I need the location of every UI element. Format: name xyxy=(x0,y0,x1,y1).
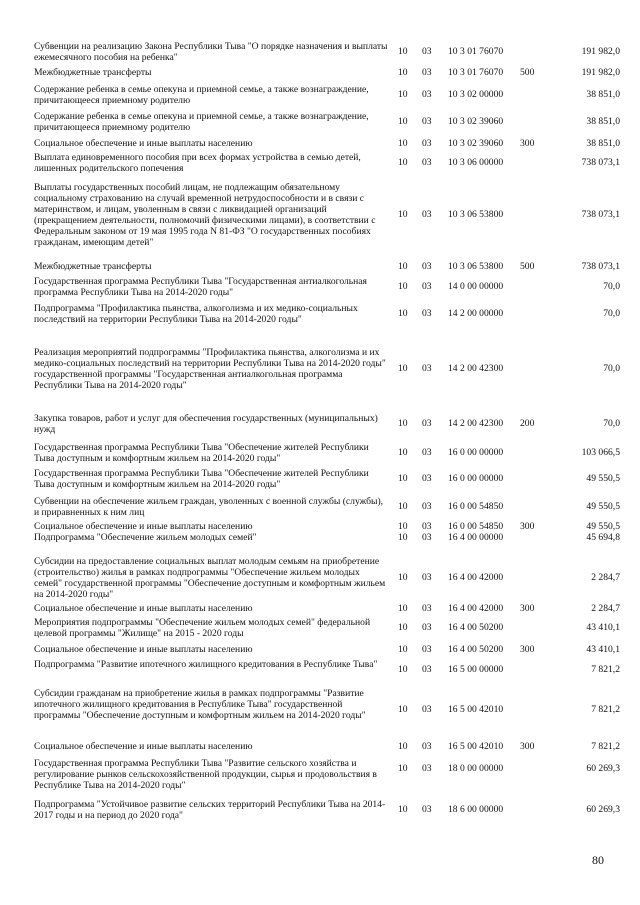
section-code: 10 xyxy=(398,622,408,633)
section-code: 10 xyxy=(398,116,408,127)
target-article-code: 10 3 02 39060 xyxy=(448,116,504,127)
amount-value: 2 284,7 xyxy=(591,603,620,614)
row-description: Выплата единовременного пособия при всех формах устройства в семью детей, лишенных родительского попечения xyxy=(34,152,361,174)
subsection-code: 03 xyxy=(422,644,432,655)
target-article-code: 16 4 00 00000 xyxy=(448,532,504,543)
section-code: 10 xyxy=(398,804,408,815)
subsection-code: 03 xyxy=(422,138,432,149)
amount-value: 49 550,5 xyxy=(586,473,620,484)
amount-value: 191 982,0 xyxy=(581,67,620,78)
subsection-code: 03 xyxy=(422,261,432,272)
subsection-code: 03 xyxy=(422,501,432,512)
target-article-code: 16 4 00 50200 xyxy=(448,622,504,633)
amount-value: 7 821,2 xyxy=(591,741,620,752)
row-description: Содержание ребенка в семье опекуна и приемной семье, а также вознаграждение, причитающееся приемному родителю xyxy=(34,111,369,133)
target-article-code: 10 3 01 76070 xyxy=(448,46,504,57)
target-article-code: 10 3 02 00000 xyxy=(448,89,504,100)
expense-type-code: 300 xyxy=(520,138,535,149)
amount-value: 45 694,8 xyxy=(586,532,620,543)
row-description: Межбюджетные трансферты xyxy=(34,261,152,272)
amount-value: 38 851,0 xyxy=(586,116,620,127)
row-description: Подпрограмма "Развитие ипотечного жилищного кредитования в Республике Тыва" xyxy=(34,659,378,670)
row-description: Субсидии на предоставление социальных выплат молодым семьям на приобретение (строительство) жилья в рамках подпрограммы "Обеспечение жильем молодых семей" государственной программы "Обеспечение доступным и комфортным жильем на 2014-2020 годы" xyxy=(34,556,386,600)
section-code: 10 xyxy=(398,447,408,458)
amount-value: 2 284,7 xyxy=(591,572,620,583)
row-description: Выплаты государственных пособий лицам, не подлежащим обязательному социальному страхованию на случай временной нетрудоспособности и в связи с материнством, и лицам, уволенным в связи с ликвидацией организаций (прекращением деятельности, полномочий физическими лицами), в соответствии с Федеральным законом от 19 мая 1995 года N 81-ФЗ "О государственных пособиях гражданам, имеющим детей" xyxy=(34,182,376,248)
row-description: Реализация мероприятий подпрограммы "Профилактика пьянства, алкоголизма и их медико-социальных последствий на территории Республики Тыва на 2014-2020 годы" государственной программы "Государственная антиалкогольная программа Республики Тыва на 2014-2020 годы" xyxy=(34,347,386,391)
amount-value: 38 851,0 xyxy=(586,89,620,100)
amount-value: 60 269,3 xyxy=(586,804,620,815)
subsection-code: 03 xyxy=(422,804,432,815)
section-code: 10 xyxy=(398,261,408,272)
target-article-code: 14 2 00 42300 xyxy=(448,418,504,429)
section-code: 10 xyxy=(398,664,408,675)
subsection-code: 03 xyxy=(422,603,432,614)
target-article-code: 14 0 00 00000 xyxy=(448,281,504,292)
subsection-code: 03 xyxy=(422,116,432,127)
amount-value: 103 066,5 xyxy=(581,447,620,458)
section-code: 10 xyxy=(398,763,408,774)
target-article-code: 10 3 06 53800 xyxy=(448,209,504,220)
row-description: Подпрограмма "Обеспечение жильем молодых семей" xyxy=(34,532,257,543)
amount-value: 70,0 xyxy=(603,308,620,319)
target-article-code: 10 3 06 53800 xyxy=(448,261,504,272)
target-article-code: 10 3 01 76070 xyxy=(448,67,504,78)
expense-type-code: 500 xyxy=(520,261,535,272)
section-code: 10 xyxy=(398,532,408,543)
row-description: Социальное обеспечение и иные выплаты населению xyxy=(34,521,253,532)
section-code: 10 xyxy=(398,704,408,715)
row-description: Государственная программа Республики Тыва "Обеспечение жителей Республики Тыва доступным и комфортным жильем на 2014-2020 годы" xyxy=(34,442,369,464)
section-code: 10 xyxy=(398,501,408,512)
subsection-code: 03 xyxy=(422,447,432,458)
section-code: 10 xyxy=(398,89,408,100)
target-article-code: 16 5 00 00000 xyxy=(448,664,504,675)
subsection-code: 03 xyxy=(422,622,432,633)
amount-value: 70,0 xyxy=(603,281,620,292)
expense-type-code: 500 xyxy=(520,67,535,78)
subsection-code: 03 xyxy=(422,46,432,57)
target-article-code: 16 0 00 00000 xyxy=(448,447,504,458)
subsection-code: 03 xyxy=(422,521,432,532)
subsection-code: 03 xyxy=(422,418,432,429)
row-description: Субсидии гражданам на приобретение жилья в рамках подпрограммы "Развитие ипотечного жилищного кредитования в Республике Тыва" государственной программы "Обеспечение доступным и комфортным жильем на 2014-2020 годы" xyxy=(34,688,366,721)
expense-type-code: 200 xyxy=(520,418,535,429)
target-article-code: 16 0 00 54850 xyxy=(448,521,504,532)
row-description: Межбюджетные трансферты xyxy=(34,67,152,78)
amount-value: 49 550,5 xyxy=(586,521,620,532)
amount-value: 738 073,1 xyxy=(581,209,620,220)
subsection-code: 03 xyxy=(422,89,432,100)
target-article-code: 16 5 00 42010 xyxy=(448,704,504,715)
target-article-code: 14 2 00 00000 xyxy=(448,308,504,319)
row-description: Субвенции на реализацию Закона Республики Тыва "О порядке назначения и выплаты ежемесячного пособия на ребенка" xyxy=(34,41,388,63)
section-code: 10 xyxy=(398,281,408,292)
row-description: Закупка товаров, работ и услуг для обеспечения государственных (муниципальных) нужд xyxy=(34,413,378,435)
section-code: 10 xyxy=(398,138,408,149)
row-description: Подпрограмма "Устойчивое развитие сельских территорий Республики Тыва на 2014-2017 годы и на период до 2020 года" xyxy=(34,799,386,821)
target-article-code: 16 4 00 42000 xyxy=(448,603,504,614)
expense-type-code: 300 xyxy=(520,644,535,655)
row-description: Государственная программа Республики Тыва "Развитие сельского хозяйства и регулирование рынков сельскохозяйственной продукции, сырья и продовольствия в Республике Тыва на 2014-2020 годы" xyxy=(34,758,377,791)
subsection-code: 03 xyxy=(422,741,432,752)
section-code: 10 xyxy=(398,473,408,484)
row-description: Государственная программа Республики Тыва "Государственная антиалкогольная программа Республики Тыва на 2014-2020 годы" xyxy=(34,276,367,298)
row-description: Социальное обеспечение и иные выплаты населению xyxy=(34,741,253,752)
section-code: 10 xyxy=(398,572,408,583)
subsection-code: 03 xyxy=(422,704,432,715)
section-code: 10 xyxy=(398,603,408,614)
section-code: 10 xyxy=(398,644,408,655)
subsection-code: 03 xyxy=(422,572,432,583)
subsection-code: 03 xyxy=(422,281,432,292)
section-code: 10 xyxy=(398,67,408,78)
amount-value: 70,0 xyxy=(603,418,620,429)
target-article-code: 16 4 00 50200 xyxy=(448,644,504,655)
subsection-code: 03 xyxy=(422,157,432,168)
target-article-code: 16 4 00 42000 xyxy=(448,572,504,583)
subsection-code: 03 xyxy=(422,308,432,319)
amount-value: 60 269,3 xyxy=(586,763,620,774)
page-number: 80 xyxy=(592,853,604,867)
section-code: 10 xyxy=(398,741,408,752)
section-code: 10 xyxy=(398,363,408,374)
section-code: 10 xyxy=(398,418,408,429)
subsection-code: 03 xyxy=(422,763,432,774)
amount-value: 38 851,0 xyxy=(586,138,620,149)
section-code: 10 xyxy=(398,157,408,168)
target-article-code: 16 0 00 54850 xyxy=(448,501,504,512)
target-article-code: 18 6 00 00000 xyxy=(448,804,504,815)
section-code: 10 xyxy=(398,308,408,319)
amount-value: 738 073,1 xyxy=(581,157,620,168)
amount-value: 738 073,1 xyxy=(581,261,620,272)
amount-value: 49 550,5 xyxy=(586,501,620,512)
target-article-code: 16 5 00 42010 xyxy=(448,741,504,752)
target-article-code: 16 0 00 00000 xyxy=(448,473,504,484)
row-description: Социальное обеспечение и иные выплаты населению xyxy=(34,603,253,614)
row-description: Социальное обеспечение и иные выплаты населению xyxy=(34,138,253,149)
amount-value: 70,0 xyxy=(603,363,620,374)
amount-value: 191 982,0 xyxy=(581,46,620,57)
target-article-code: 14 2 00 42300 xyxy=(448,363,504,374)
row-description: Содержание ребенка в семье опекуна и приемной семье, а также вознаграждение, причитающееся приемному родителю xyxy=(34,84,369,106)
amount-value: 43 410,1 xyxy=(586,644,620,655)
section-code: 10 xyxy=(398,46,408,57)
amount-value: 7 821,2 xyxy=(591,704,620,715)
expense-type-code: 300 xyxy=(520,603,535,614)
subsection-code: 03 xyxy=(422,67,432,78)
row-description: Субвенции на обеспечение жильем граждан, уволенных с военной службы (службы), и приравненных к ним лиц xyxy=(34,496,384,518)
subsection-code: 03 xyxy=(422,363,432,374)
target-article-code: 10 3 06 00000 xyxy=(448,157,504,168)
subsection-code: 03 xyxy=(422,473,432,484)
subsection-code: 03 xyxy=(422,532,432,543)
section-code: 10 xyxy=(398,209,408,220)
expense-type-code: 300 xyxy=(520,741,535,752)
subsection-code: 03 xyxy=(422,664,432,675)
row-description: Мероприятия подпрограммы "Обеспечение жильем молодых семей" федеральной целевой программы "Жилище" на 2015 - 2020 годы xyxy=(34,617,371,639)
section-code: 10 xyxy=(398,521,408,532)
amount-value: 43 410,1 xyxy=(586,622,620,633)
target-article-code: 10 3 02 39060 xyxy=(448,138,504,149)
expense-type-code: 300 xyxy=(520,521,535,532)
row-description: Государственная программа Республики Тыва "Обеспечение жителей Республики Тыва доступным и комфортным жильем на 2014-2020 годы" xyxy=(34,468,369,490)
target-article-code: 18 0 00 00000 xyxy=(448,763,504,774)
row-description: Социальное обеспечение и иные выплаты населению xyxy=(34,644,253,655)
amount-value: 7 821,2 xyxy=(591,664,620,675)
row-description: Подпрограмма "Профилактика пьянства, алкоголизма и их медико-социальных последствий на территории Республики Тыва на 2014-2020 годы" xyxy=(34,303,358,325)
subsection-code: 03 xyxy=(422,209,432,220)
